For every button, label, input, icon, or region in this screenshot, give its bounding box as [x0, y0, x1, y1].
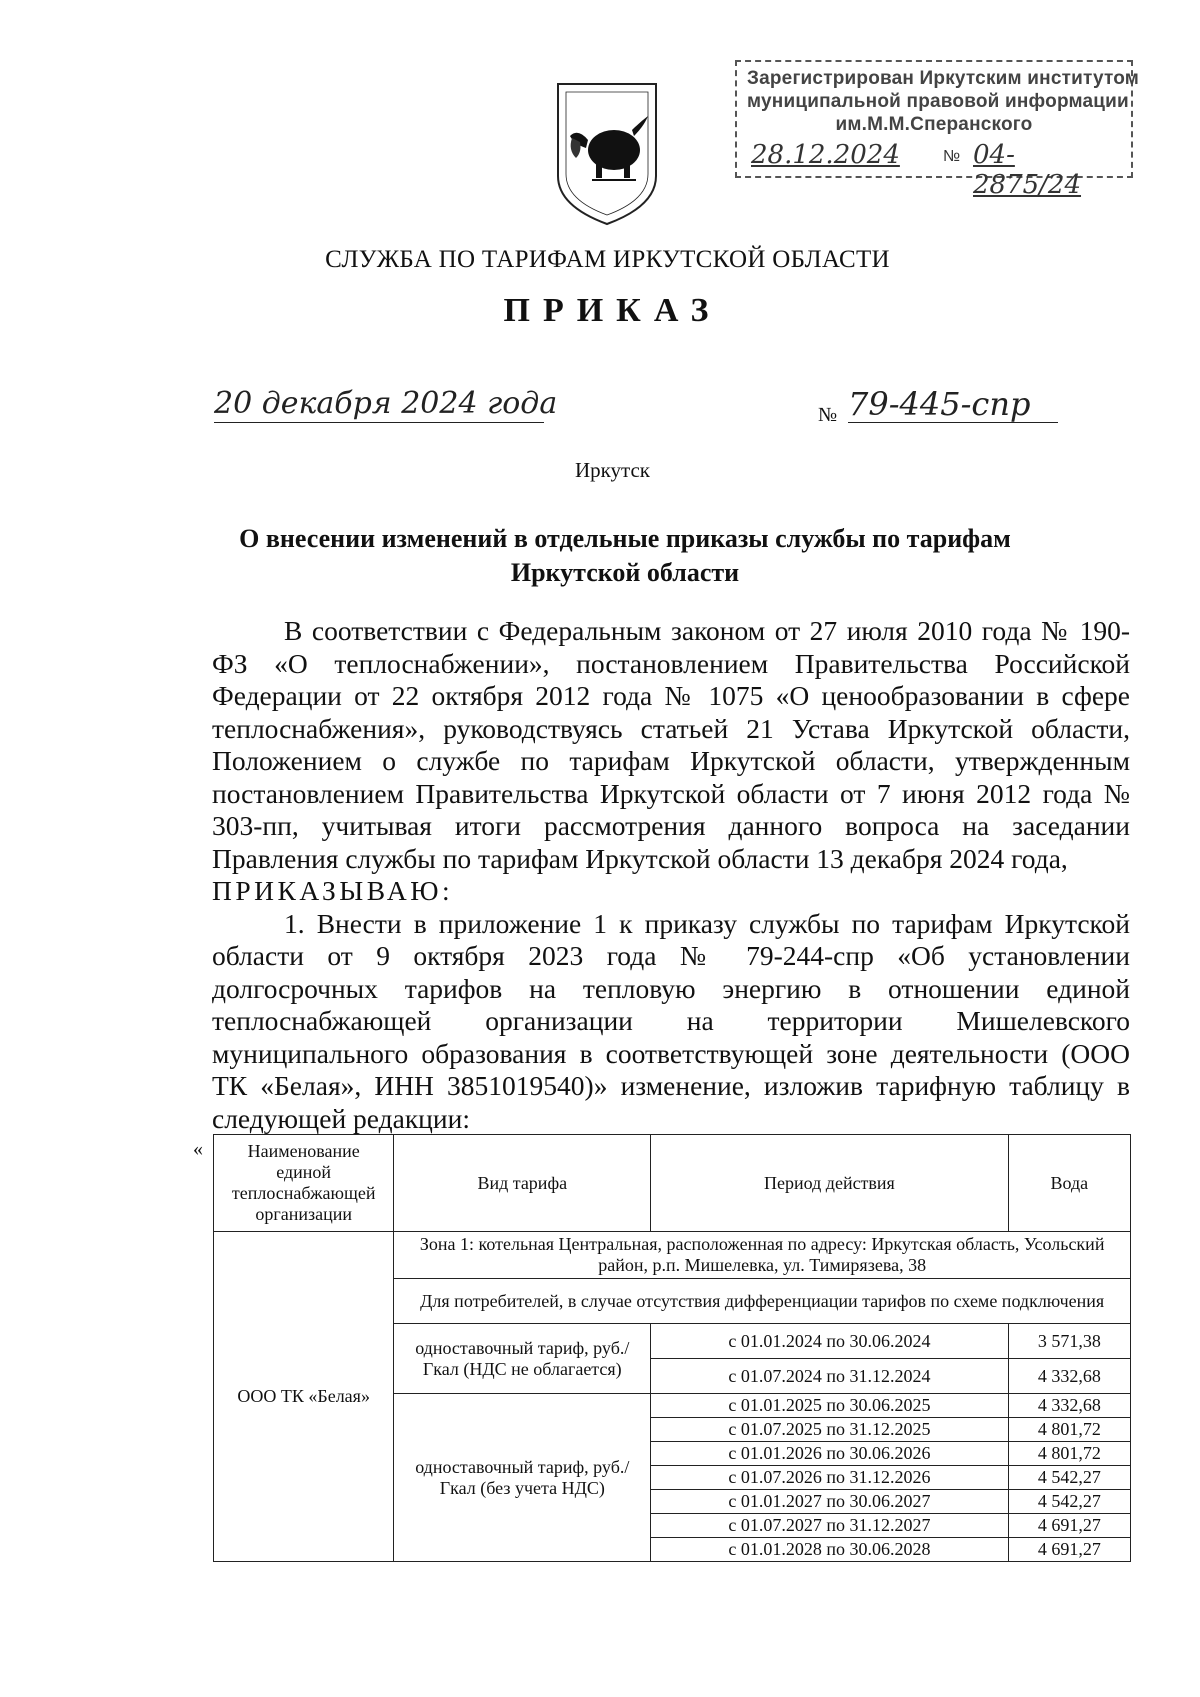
document-type: ПРИКАЗ — [503, 292, 722, 329]
header-tariff-kind: Вид тарифа — [394, 1135, 651, 1232]
header-period: Период действия — [651, 1135, 1008, 1232]
value-cell: 4 691,27 — [1008, 1538, 1130, 1562]
document-title — [210, 522, 1040, 590]
stamp-line-1: Зарегистрирован Иркутским институтом — [747, 68, 1140, 89]
document-title-line-1: О внесении изменений в отдельные приказы службы по тарифам — [239, 524, 1011, 553]
table-header-row — [214, 1135, 1131, 1232]
period-cell: с 01.01.2026 по 30.06.2026 — [651, 1442, 1008, 1466]
open-quote-mark: « — [193, 1138, 203, 1160]
table-row — [214, 1232, 1131, 1279]
tariff-kind-cell: одноставочный тариф, руб./Гкал (без учета НДС) — [394, 1394, 651, 1562]
period-cell: с 01.07.2026 по 31.12.2026 — [651, 1466, 1008, 1490]
coat-of-arms-emblem — [552, 78, 662, 228]
period-cell: с 01.07.2024 по 31.12.2024 — [651, 1359, 1008, 1394]
item-1-paragraph: 1. Внести в приложение 1 к приказу службы по тарифам Иркутской области от 9 октября 2023 года № 79-244-спр «Об установлении долгосрочных тарифов на тепловую энергию в отношении единой теплоснабжающей организации на территории Мишелевского муниципального образования в соответствующей зоне деятельности (ООО ТК «Белая», ИНН 3851019540)» изменение, изложив тарифную таблицу в следующей редакции: — [212, 907, 1130, 1134]
stamp-reg-date: 28.12.2024 — [751, 140, 900, 170]
period-cell: с 01.01.2028 по 30.06.2028 — [651, 1538, 1008, 1562]
order-number: 79-445-спр — [848, 386, 1058, 423]
document-body — [212, 615, 1130, 1135]
preamble-paragraph: В соответствии с Федеральным законом от 27 июля 2010 года № 190-ФЗ «О теплоснабжении», постановлением Правительства Российской Федерации от 22 октября 2012 года № 1075 «О ценообразовании в сфере теплоснабжения», руководствуясь статьей 21 Устава Иркутской области, Положением о службе по тарифам Иркутской области, утвержденным постановлением Правительства Иркутской области от 7 июня 2012 года № 303-пп, учитывая итоги рассмотрения данного вопроса на заседании Правления службы по тарифам Иркутской области 13 декабря 2024 года, — [212, 615, 1130, 874]
consumers-cell: Для потребителей, в случае отсутствия дифференциации тарифов по схеме подключения — [394, 1279, 1131, 1324]
order-number-label: № — [818, 404, 838, 426]
registration-stamp — [735, 60, 1140, 200]
value-cell: 4 801,72 — [1008, 1418, 1130, 1442]
stamp-reg-no: 04-2875/24 — [973, 140, 1082, 200]
stamp-reg-no-label: № — [943, 148, 961, 165]
period-cell: с 01.01.2025 по 30.06.2025 — [651, 1394, 1008, 1418]
value-cell: 4 332,68 — [1008, 1394, 1130, 1418]
header-org: Наименование единой теплоснабжающей организации — [214, 1135, 394, 1232]
value-cell: 4 332,68 — [1008, 1359, 1130, 1394]
header-water: Вода — [1008, 1135, 1130, 1232]
period-cell: с 01.07.2025 по 31.12.2025 — [651, 1418, 1008, 1442]
tariff-table — [213, 1134, 1131, 1562]
value-cell: 4 801,72 — [1008, 1442, 1130, 1466]
period-cell: с 01.01.2027 по 30.06.2027 — [651, 1490, 1008, 1514]
period-cell: с 01.01.2024 по 30.06.2024 — [651, 1324, 1008, 1359]
document-title-line-2: Иркутской области — [510, 558, 740, 587]
zone-cell: Зона 1: котельная Центральная, расположенная по адресу: Иркутская область, Усольский район, р.п. Мишелевка, ул. Тимирязева, 38 — [394, 1232, 1131, 1279]
agency-name: СЛУЖБА ПО ТАРИФАМ ИРКУТСКОЙ ОБЛАСТИ — [325, 246, 890, 273]
period-cell: с 01.07.2027 по 31.12.2027 — [651, 1514, 1008, 1538]
stamp-registration-row — [751, 140, 1121, 200]
stamp-line-2: муниципальной правовой информации — [747, 91, 1129, 112]
tariff-kind-cell: одноставочный тариф, руб./Гкал (НДС не облагается) — [394, 1324, 651, 1394]
value-cell: 4 542,27 — [1008, 1490, 1130, 1514]
signing-date: 20 декабря 2024 года — [214, 386, 558, 421]
stamp-line-3: им.М.М.Сперанского — [835, 114, 1033, 135]
orders-keyword: ПРИКАЗЫВАЮ: — [212, 875, 454, 906]
value-cell: 4 691,27 — [1008, 1514, 1130, 1538]
city: Иркутск — [574, 458, 651, 482]
org-cell: ООО ТК «Белая» — [214, 1232, 394, 1562]
value-cell: 4 542,27 — [1008, 1466, 1130, 1490]
value-cell: 3 571,38 — [1008, 1324, 1130, 1359]
